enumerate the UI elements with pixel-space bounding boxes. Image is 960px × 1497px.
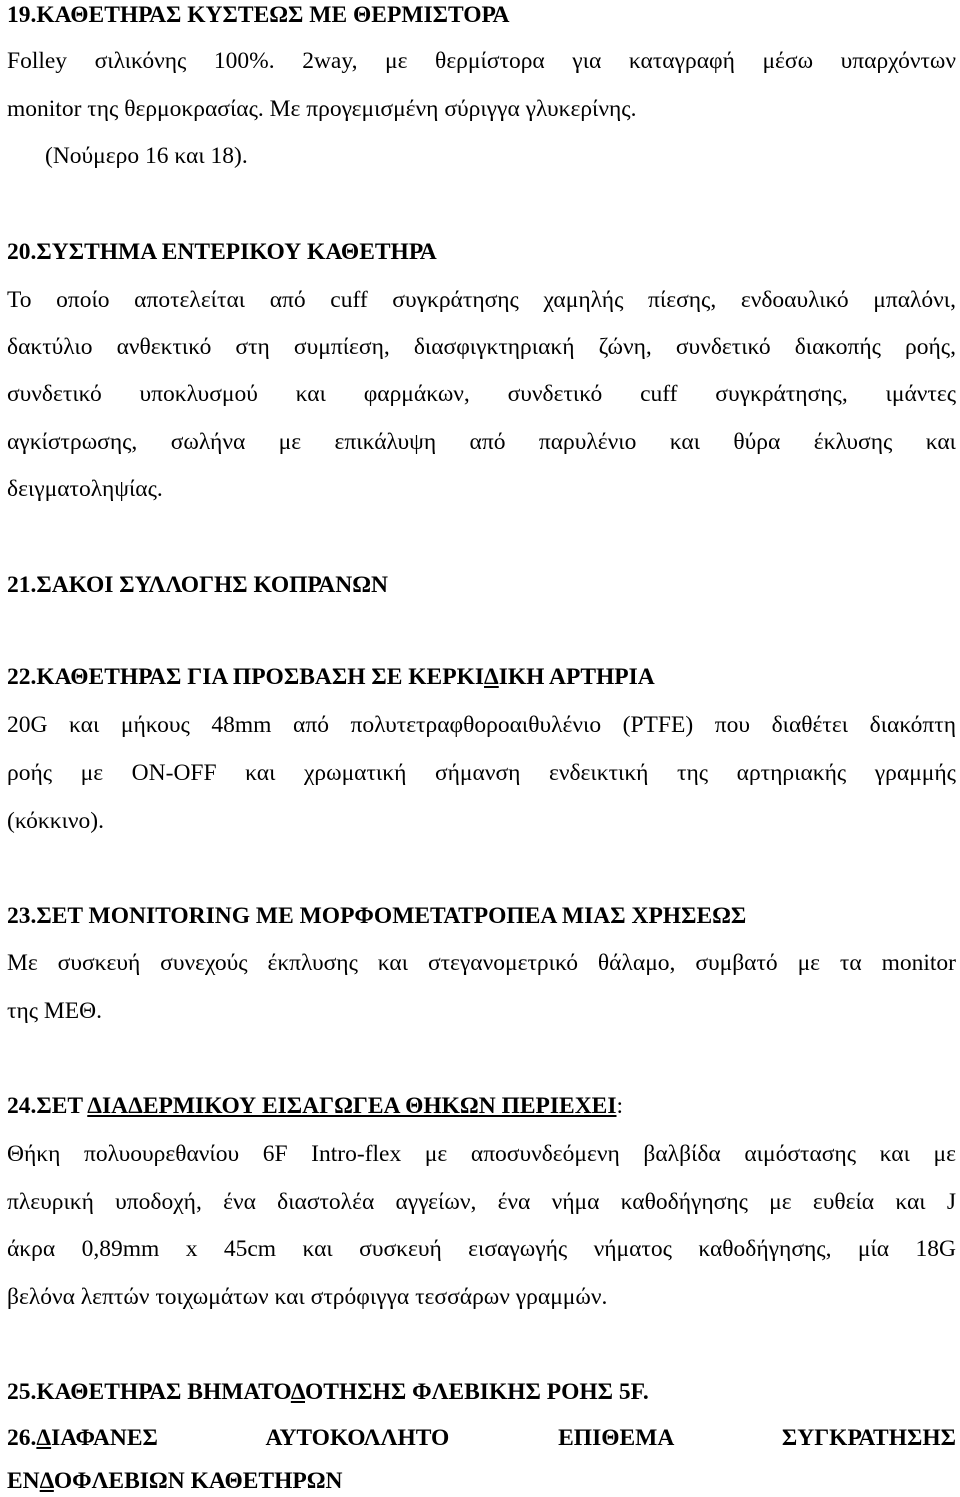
section-24-line-1: Θήκη πολυουρεθανίου 6F Intro-flex με αποσυνδεόμενη βαλβίδα αιμόστασης και με	[7, 1141, 956, 1167]
section-26-heading-line-2-prefix: ΕΝ	[7, 1468, 40, 1494]
section-20-line-3: συνδετικό υποκλυσμού και φαρμάκων, συνδετικό cuff συγκράτησης, ιμάντες	[7, 381, 956, 407]
section-24-line-4: βελόνα λεπτών τοιχωμάτων και στρόφιγγα τεσσάρων γραμμών.	[7, 1284, 608, 1310]
section-24-line-2: πλευρική υποδοχή, ένα διαστολέα αγγείων, ένα νήμα καθοδήγησης με ευθεία και J	[7, 1189, 956, 1215]
section-22-line-3: (κόκκινο).	[7, 808, 104, 834]
section-26-heading-line-2	[7, 1466, 956, 1496]
section-24-line-3: άκρα 0,89mm x 45cm και συσκευή εισαγωγής νήματος καθοδήγησης, μία 18G	[7, 1236, 956, 1262]
section-26-heading-line-1-prefix: 26.	[7, 1425, 37, 1451]
section-26-heading-line-1-underlined: Δ	[36, 1425, 52, 1451]
section-26-heading-line-2-suffix: ΟΦΛΕΒΙΩΝ ΚΑΘΕΤΗΡΩΝ	[53, 1468, 343, 1494]
section-23-line-2: της ΜΕΘ.	[7, 998, 103, 1024]
section-22-line-1: 20G και μήκους 48mm από πολυτετραφθοροαιθυλένιο (PTFE) που διαθέτει διακόπτη	[7, 712, 956, 738]
section-26-heading-line-1-suffix: ΙΑΦΑΝΕΣ ΑΥΤΟΚΟΛΛΗΤΟ ΕΠΙΘΕΜΑ ΣΥΓΚΡΑΤΗΣΗΣ	[51, 1425, 956, 1451]
section-20-line-1: Το οποίο αποτελείται από cuff συγκράτησης χαμηλής πίεσης, ενδοαυλικό μπαλόνι,	[7, 287, 956, 313]
section-19-line-1: Folley σιλικόνης 100%. 2way, με θερμίστορα για καταγραφή μέσω υπαρχόντων	[7, 48, 956, 74]
section-24-heading	[7, 1091, 956, 1121]
section-25-heading-underlined: Δ	[290, 1379, 305, 1405]
section-24-heading-prefix: 24.ΣΕΤ	[7, 1093, 88, 1119]
section-20-heading: 20.ΣΥΣΤΗΜΑ ΕΝΤΕΡΙΚΟΥ ΚΑΘΕΤΗΡΑ	[7, 239, 437, 265]
section-19-line-3: (Νούμερο 16 και 18).	[45, 143, 248, 169]
section-25-heading	[7, 1377, 956, 1407]
section-23-heading: 23.ΣΕΤ MONITORING ΜΕ ΜΟΡΦΟΜΕΤΑΤΡΟΠΕΑ ΜΙΑΣ ΧΡΗΣΕΩΣ	[7, 903, 747, 929]
section-22-heading-prefix: 22.ΚΑΘΕΤΗΡΑΣ ΓΙΑ ΠΡΟΣΒΑΣΗ ΣΕ ΚΕΡΚΙ	[7, 664, 485, 690]
section-19-line-2: monitor της θερμοκρασίας. Με προγεμισμένη σύριγγα γλυκερίνης.	[7, 96, 637, 122]
section-22-heading-underlined: Δ	[484, 664, 499, 690]
section-24-heading-underlined: ΔΙΑΔΕΡΜΙΚΟΥ ΕΙΣΑΓΩΓΕΑ ΘΗΚΩΝ ΠΕΡΙΕΧΕΙ	[87, 1093, 617, 1119]
section-20-line-4: αγκίστρωσης, σωλήνα με επικάλυψη από παρυλένιο και θύρα έκλυσης και	[7, 429, 956, 455]
section-21-heading: 21.ΣΑΚΟΙ ΣΥΛΛΟΓΗΣ ΚΟΠΡΑΝΩΝ	[7, 572, 389, 598]
section-25-heading-suffix: ΟΤΗΣΗΣ ΦΛΕΒΙΚΗΣ ΡΟΗΣ 5F.	[305, 1379, 649, 1405]
section-26-heading-line-1	[7, 1423, 956, 1453]
section-22-line-2: ροής με ON-OFF και χρωματική σήμανση ενδεικτική της αρτηριακής γραμμής	[7, 760, 956, 786]
section-20-line-2: δακτύλιο ανθεκτικό στη συμπίεση, διασφιγκτηριακή ζώνη, συνδετικό διακοπής ροής,	[7, 334, 956, 360]
section-25-heading-prefix: 25.ΚΑΘΕΤΗΡΑΣ ΒΗΜΑΤΟ	[7, 1379, 291, 1405]
section-24-heading-suffix: :	[616, 1093, 624, 1119]
section-23-line-1: Με συσκευή συνεχούς έκπλυσης και στεγανομετρικό θάλαμο, συμβατό με τα monitor	[7, 950, 956, 976]
section-22-heading-suffix: ΙΚΗ ΑΡΤΗΡΙΑ	[498, 664, 655, 690]
section-19-heading: 19.ΚΑΘΕΤΗΡΑΣ ΚΥΣΤΕΩΣ ΜΕ ΘΕΡΜΙΣΤΟΡΑ	[7, 2, 510, 28]
section-22-heading	[7, 662, 956, 692]
section-26-heading-line-2-underlined: Δ	[39, 1468, 54, 1494]
section-20-line-5: δειγματοληψίας.	[7, 476, 163, 502]
